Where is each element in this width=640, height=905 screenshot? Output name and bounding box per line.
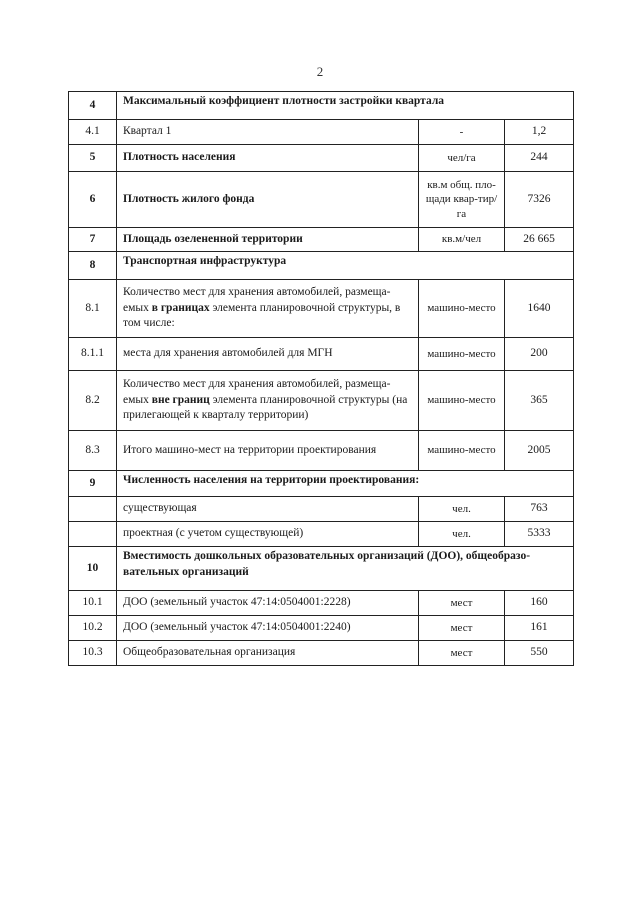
row-name-emphasis: в границах — [151, 301, 210, 314]
indicators-table — [68, 91, 574, 666]
table-row-section — [69, 252, 574, 280]
table-row — [69, 641, 574, 666]
table-row-section — [69, 547, 574, 591]
row-unit: чел/га — [419, 145, 505, 172]
row-name-part: элемента планировочной структуры (на прилегающей к кварталу территории) — [123, 393, 408, 422]
row-number: 5 — [69, 145, 117, 172]
row-name-part: Количество мест для хранения автомобилей, размеща-емых — [123, 378, 391, 406]
row-number: 4 — [69, 92, 117, 120]
row-name — [117, 371, 419, 431]
table-row-section — [69, 92, 574, 120]
row-number: 8.1 — [69, 280, 117, 338]
row-value: 7326 — [505, 172, 574, 228]
row-unit: чел. — [419, 497, 505, 522]
row-value: 1640 — [505, 280, 574, 338]
row-name: ДОО (земельный участок 47:14:0504001:2240) — [117, 616, 419, 641]
row-unit: машино-место — [419, 371, 505, 431]
row-unit: чел. — [419, 522, 505, 547]
row-value: 26 665 — [505, 228, 574, 252]
row-value: 200 — [505, 338, 574, 371]
row-name-part: Количество мест для хранения автомобилей, размеща-емых — [123, 286, 391, 314]
row-value: 160 — [505, 591, 574, 616]
row-name: проектная (с учетом существующей) — [117, 522, 419, 547]
row-number: 10.3 — [69, 641, 117, 666]
row-number: 8.3 — [69, 431, 117, 471]
row-name-part: элемента планировочной структуры, в том числе: — [123, 301, 401, 330]
section-title: Численность населения на территории проектирования: — [117, 471, 574, 497]
row-unit: машино-место — [419, 431, 505, 471]
row-unit: машино-место — [419, 338, 505, 371]
row-unit: кв.м/чел — [419, 228, 505, 252]
row-number — [69, 522, 117, 547]
row-value: 550 — [505, 641, 574, 666]
row-number: 6 — [69, 172, 117, 228]
table-row — [69, 431, 574, 471]
row-name: Общеобразовательная организация — [117, 641, 419, 666]
section-title: Максимальный коэффициент плотности застройки квартала — [117, 92, 574, 120]
row-name: места для хранения автомобилей для МГН — [117, 338, 419, 371]
row-number: 8 — [69, 252, 117, 280]
table-row — [69, 280, 574, 338]
table-row — [69, 522, 574, 547]
table-row — [69, 371, 574, 431]
row-value: 763 — [505, 497, 574, 522]
row-name — [117, 280, 419, 338]
row-value: 1,2 — [505, 120, 574, 145]
table-row — [69, 591, 574, 616]
row-number: 10.2 — [69, 616, 117, 641]
row-value: 5333 — [505, 522, 574, 547]
row-unit: мест — [419, 616, 505, 641]
row-value: 2005 — [505, 431, 574, 471]
row-value: 161 — [505, 616, 574, 641]
table-row — [69, 616, 574, 641]
row-name: Квартал 1 — [117, 120, 419, 145]
row-unit: - — [419, 120, 505, 145]
row-value: 365 — [505, 371, 574, 431]
row-name-emphasis: вне границ — [151, 393, 210, 406]
row-value: 244 — [505, 145, 574, 172]
section-title: Транспортная инфраструктура — [117, 252, 574, 280]
row-number: 10.1 — [69, 591, 117, 616]
row-unit: машино-место — [419, 280, 505, 338]
row-number — [69, 497, 117, 522]
table-row — [69, 145, 574, 172]
row-number: 8.2 — [69, 371, 117, 431]
row-unit: мест — [419, 591, 505, 616]
row-name: ДОО (земельный участок 47:14:0504001:2228) — [117, 591, 419, 616]
table-row — [69, 172, 574, 228]
row-number: 7 — [69, 228, 117, 252]
table-row — [69, 228, 574, 252]
row-number: 8.1.1 — [69, 338, 117, 371]
row-number: 9 — [69, 471, 117, 497]
row-unit: кв.м общ. пло-щади квар-тир/га — [419, 172, 505, 228]
row-number: 10 — [69, 547, 117, 591]
page-number: 2 — [316, 64, 324, 79]
row-name: Плотность жилого фонда — [117, 172, 419, 228]
row-unit: мест — [419, 641, 505, 666]
row-name: Площадь озелененной территории — [117, 228, 419, 252]
row-name: Итого машино-мест на территории проектирования — [117, 431, 419, 471]
table-row-section — [69, 471, 574, 497]
table-row — [69, 497, 574, 522]
section-title: Вместимость дошкольных образовательных организаций (ДОО), общеобразо-вательных организаций — [117, 547, 574, 591]
table-row — [69, 120, 574, 145]
row-name: существующая — [117, 497, 419, 522]
table-row — [69, 338, 574, 371]
row-name: Плотность населения — [117, 145, 419, 172]
row-number: 4.1 — [69, 120, 117, 145]
